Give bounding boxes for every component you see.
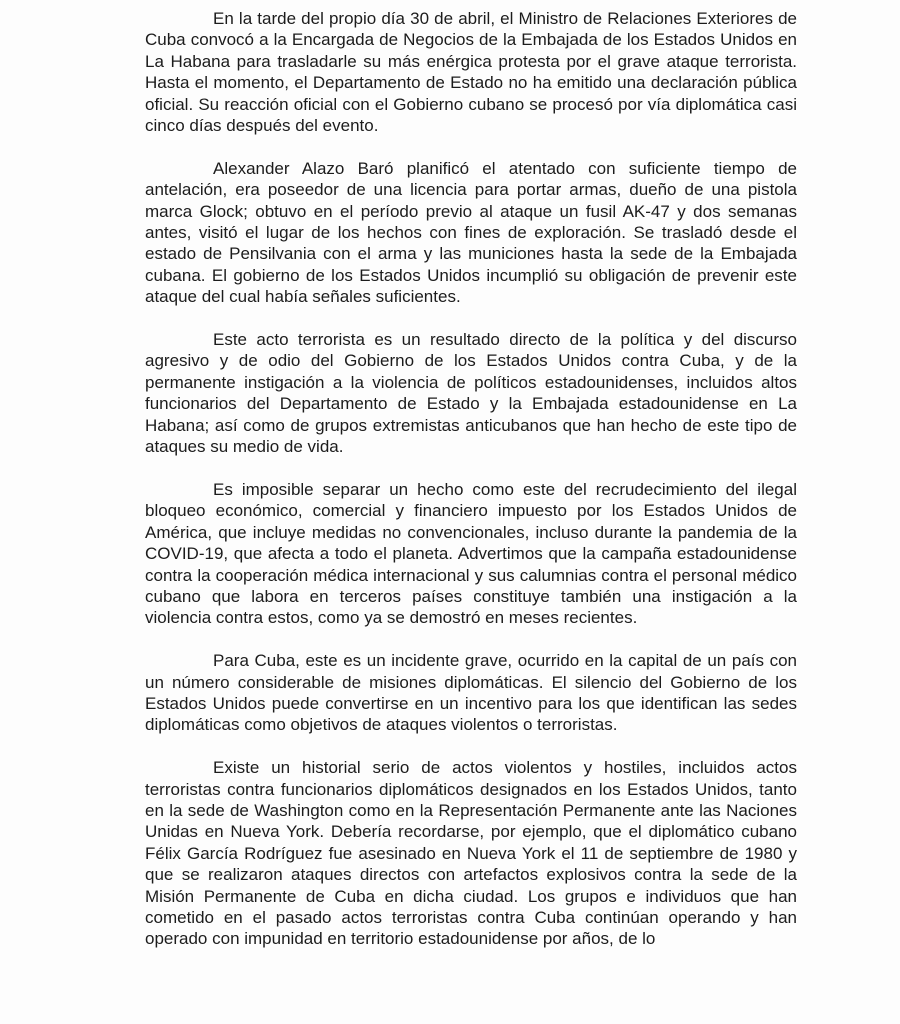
paragraph-incidente-grave: Para Cuba, este es un incidente grave, ocurrido en la capital de un país con un número considerable de misiones diplomáticas. El silencio del Gobierno de los Estados Unidos puede convertirse en un incentivo para los que identifican las sedes diplomáticas como objetivos de ataques violentos o terroristas. xyxy=(145,651,797,735)
paragraph-bloqueo: Es imposible separar un hecho como este del recrudecimiento del ilegal bloqueo económico, comercial y financiero impuesto por los Estados Unidos de América, que incluye medidas no convencionales, incluso durante la pandemia de la COVID-19, que afecta a todo el planeta. Advertimos que la campaña estadounidense contra la cooperación médica internacional y sus calumnias contra el personal médico cubano que labora en terceros países constituye también una instigación a la violencia contra estos, como ya se demostró en meses recientes. xyxy=(145,479,797,628)
paragraph-protesta: En la tarde del propio día 30 de abril, el Ministro de Relaciones Exteriores de Cuba convocó a la Encargada de Negocios de la Embajada de los Estados Unidos en La Habana para trasladarle su más enérgica protesta por el grave ataque terrorista. Hasta el momento, el Departamento de Estado no ha emitido una declaración pública oficial. Su reacción oficial con el Gobierno cubano se procesó por vía diplomática casi cinco días después del evento. xyxy=(145,9,797,136)
paragraph-alazo: Alexander Alazo Baró planificó el atentado con suficiente tiempo de antelación, era poseedor de una licencia para portar armas, dueño de una pistola marca Glock; obtuvo en el período previo al ataque un fusil AK-47 y dos semanas antes, visitó el lugar de los hechos con fines de exploración. Se trasladó desde el estado de Pensilvania con el arma y las municiones hasta la sede de la Embajada cubana. El gobierno de los Estados Unidos incumplió su obligación de prevenir este ataque del cual había señales suficientes. xyxy=(145,158,797,307)
paragraph-historial: Existe un historial serio de actos violentos y hostiles, incluidos actos terroristas contra funcionarios diplomáticos designados en los Estados Unidos, tanto en la sede de Washington como en la Representación Permanente ante las Naciones Unidas en Nueva York. Debería recordarse, por ejemplo, que el diplomático cubano Félix García Rodríguez fue asesinado en Nueva York el 11 de septiembre de 1980 y que se realizaron ataques directos con artefactos explosivos contra la sede de la Misión Permanente de Cuba en dicha ciudad. Los grupos e individuos que han cometido en el pasado actos terroristas contra Cuba continúan operando y han operado con impunidad en territorio estadounidense por años, de lo xyxy=(145,758,797,949)
paragraph-acto-terrorista: Este acto terrorista es un resultado directo de la política y del discurso agresivo y de odio del Gobierno de los Estados Unidos contra Cuba, y de la permanente instigación a la violencia de políticos estadounidenses, incluidos altos funcionarios del Departamento de Estado y la Embajada estadounidense en La Habana; así como de grupos extremistas anticubanos que han hecho de este tipo de ataques su medio de vida. xyxy=(145,330,797,457)
document-body xyxy=(145,8,797,971)
